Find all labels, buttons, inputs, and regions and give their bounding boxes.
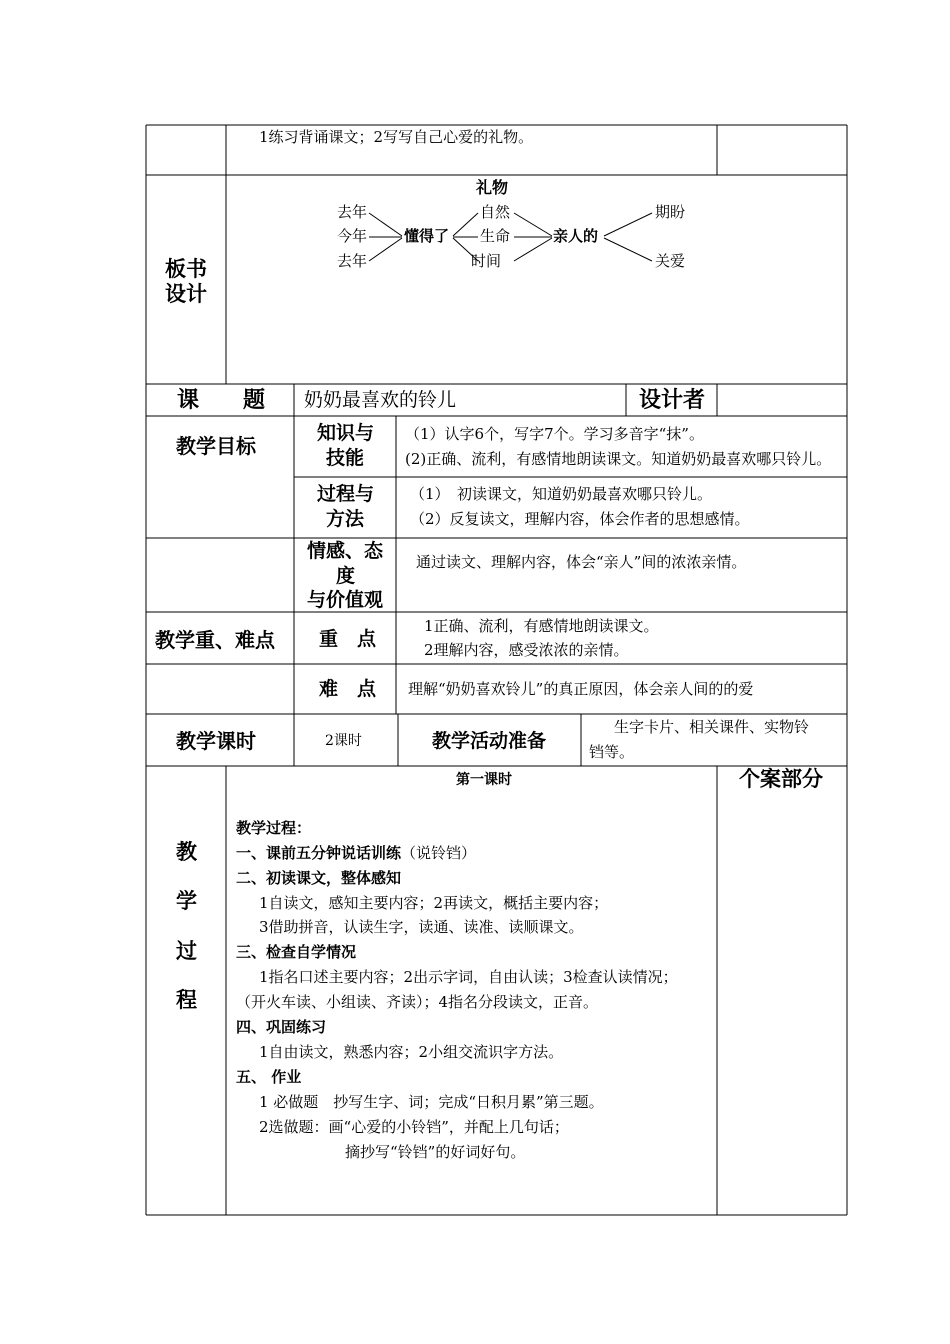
step-2-b: 3借助拼音，认读生字，读通、读准、读顺课文。: [259, 918, 584, 936]
board-left-2: 今年: [337, 227, 368, 245]
step-3-a: 1指名口述主要内容；2出示字词，自由认读；3检查认读情况；: [259, 968, 678, 986]
knowledge-text-2: (2)正确、流利，有感情地朗读课文。知道奶奶最喜欢哪只铃儿。: [405, 450, 832, 468]
emotion-label-3: 与价值观: [307, 589, 384, 611]
emotion-text: 通过读文、理解内容，体会“亲人”间的浓浓亲情。: [416, 553, 747, 571]
emotion-label-2: 度: [336, 565, 356, 587]
prep-label: 教学活动准备: [432, 730, 547, 752]
step-1-title: 一、课前五分钟说话训练: [236, 844, 402, 862]
hard-text: 理解“奶奶喜欢铃儿”的真正原因，体会亲人间的的爱: [408, 680, 754, 698]
schedule-label: 教学课时: [176, 729, 256, 753]
notes-label: 个案部分: [739, 767, 823, 791]
process-text-2: （2）反复读文，理解内容，体会作者的思想感情。: [410, 510, 750, 528]
step-2-a: 1自读文，感知主要内容；2再读文，概括主要内容；: [259, 894, 609, 912]
board-right-1: 期盼: [655, 203, 686, 221]
step-1-note: （说铃铛）: [401, 844, 477, 862]
board-left-3: 去年: [337, 252, 368, 270]
knowledge-label-1: 知识与: [317, 422, 375, 444]
side-label-2: 学: [176, 889, 197, 913]
board-hub-1: 懂得了: [404, 227, 450, 245]
step-2: 二、初读课文，整体感知: [236, 869, 402, 887]
schedule-hours: 2课时: [325, 733, 362, 749]
step-5-a: 1 必做题 抄写生字、词；完成“日积月累”第三题。: [259, 1093, 604, 1111]
board-hub-2: 亲人的: [553, 227, 599, 245]
topic-value: 奶奶最喜欢的铃儿: [304, 389, 457, 411]
board-middle-3: 时间: [471, 252, 502, 270]
side-label-1: 教: [176, 840, 197, 864]
prep-text-1: 生字卡片、相关课件、实物铃: [614, 718, 810, 736]
board-label-line2: 设计: [165, 282, 207, 306]
process-label-1: 过程与: [317, 483, 375, 505]
key-text-1: 1正确、流利，有感情地朗读课文。: [424, 617, 659, 635]
topic-label: 课 题: [177, 388, 266, 413]
emotion-label-1: 情感、态: [307, 540, 384, 562]
step-1: [236, 846, 476, 861]
homework-text: 1练习背诵课文；2写写自己心爱的礼物。: [259, 128, 534, 146]
keypoints-label: 教学重、难点: [155, 628, 275, 652]
session-title: 第一课时: [456, 772, 512, 788]
step-3: 三、检查自学情况: [236, 943, 357, 961]
step-5-b: 2选做题：画“心爱的小铃铛”，并配上几句话；: [259, 1118, 569, 1136]
key-label: 重 点: [319, 628, 377, 650]
knowledge-label-2: 技能: [326, 447, 365, 469]
step-5: 五、 作业: [236, 1068, 302, 1086]
knowledge-text-1: （1）认字6个，写字7个。学习多音字“抹”。: [405, 425, 704, 443]
hard-label: 难 点: [319, 678, 377, 700]
side-label-4: 程: [176, 988, 197, 1012]
objectives-label: 教学目标: [176, 434, 256, 458]
board-left-1: 去年: [337, 203, 368, 221]
board-middle-1: 自然: [480, 203, 511, 221]
process-text-1: （1） 初读课文，知道奶奶最喜欢哪只铃儿。: [410, 485, 713, 503]
board-middle-2: 生命: [480, 227, 511, 245]
process-intro: 教学过程：: [236, 819, 312, 837]
board-right-2: 关爱: [655, 252, 686, 270]
prep-text-2: 铛等。: [589, 743, 635, 761]
board-label-line1: 板书: [165, 257, 207, 281]
step-4: 四、巩固练习: [236, 1018, 327, 1036]
side-label-3: 过: [176, 939, 197, 963]
key-text-2: 2理解内容，感受浓浓的亲情。: [424, 641, 629, 659]
board-title: 礼物: [476, 178, 509, 197]
step-5-c: 摘抄写“铃铛”的好词好句。: [345, 1143, 526, 1161]
step-4-a: 1自由读文，熟悉内容；2小组交流识字方法。: [259, 1043, 564, 1061]
process-label-2: 方法: [326, 508, 365, 530]
step-3-b: （开火车读、小组读、齐读）；4指名分段读文，正音。: [236, 993, 599, 1011]
designer-label: 设计者: [639, 388, 706, 413]
